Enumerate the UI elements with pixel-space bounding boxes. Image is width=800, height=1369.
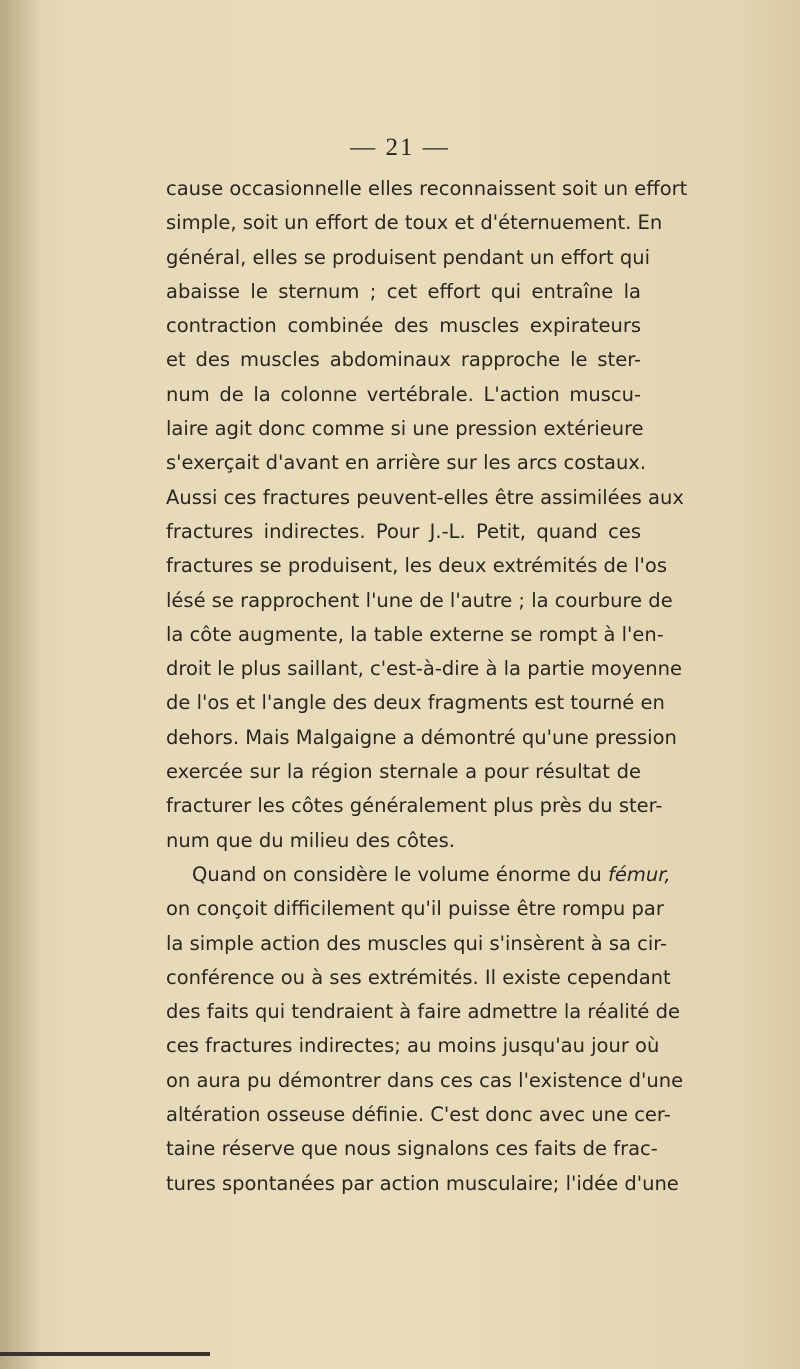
text-line: et des muscles abdominaux rapproche le ster- (166, 348, 641, 372)
text-line: fracturer les côtes généralement plus près du ster- (166, 794, 663, 818)
text-line: fractures indirectes. Pour J.-L. Petit, quand ces (166, 519, 641, 543)
text-line: simple, soit un effort de toux et d'éternuement. En (166, 211, 663, 235)
text-line: on aura pu démontrer dans ces cas l'existence d'une (166, 1068, 684, 1092)
text-line: num que du milieu des côtes. (166, 828, 455, 852)
text-line: tures spontanées par action musculaire; l'idée d'une (166, 1171, 679, 1195)
text-line: laire agit donc comme si une pression extérieure (166, 417, 644, 441)
text-span: Quand on considère le volume énorme du (192, 862, 602, 886)
page-edge-shadow (0, 0, 40, 1369)
text-line: dehors. Mais Malgaigne a démontré qu'une pression (166, 725, 677, 749)
text-line: on conçoit difficilement qu'il puisse être rompu par (166, 897, 664, 921)
text-line: contraction combinée des muscles expirateurs (166, 314, 641, 338)
bottom-edge-rule (0, 1352, 210, 1356)
text-line: Aussi ces fractures peuvent-elles être assimilées aux (166, 485, 684, 509)
paragraph-opening-line (166, 858, 671, 892)
text-line: abaisse le sternum ; cet effort qui entraîne la (166, 279, 641, 303)
text-line: lésé se rapprochent l'une de l'autre ; la courbure de (166, 588, 673, 612)
text-line: des faits qui tendraient à faire admettre la réalité de (166, 1000, 680, 1024)
text-line: altération osseuse définie. C'est donc avec une cer- (166, 1103, 671, 1127)
body-text (166, 172, 688, 1201)
page-number: — 21 — (350, 134, 450, 161)
text-line: exercée sur la région sternale a pour résultat de (166, 760, 641, 784)
text-line: la côte augmente, la table externe se rompt à l'en- (166, 622, 664, 646)
text-line: num de la colonne vertébrale. L'action muscu- (166, 382, 641, 406)
italic-term: fémur, (607, 862, 671, 886)
text-line: de l'os et l'angle des deux fragments est tourné en (166, 691, 665, 715)
text-line: la simple action des muscles qui s'insèrent à sa cir- (166, 931, 668, 955)
text-line: ces fractures indirectes; au moins jusqu'au jour où (166, 1034, 660, 1058)
text-line: cause occasionnelle elles reconnaissent soit un effort (166, 177, 688, 200)
text-line: droit le plus saillant, c'est-à-dire à la partie moyenne (166, 657, 682, 681)
text-line: conférence ou à ses extrémités. Il existe cependant (166, 965, 671, 989)
text-line: s'exerçait d'avant en arrière sur les arcs costaux. (166, 451, 647, 475)
text-line: fractures se produisent, les deux extrémités de l'os (166, 554, 667, 578)
text-line: taine réserve que nous signalons ces faits de frac- (166, 1137, 658, 1161)
text-line: général, elles se produisent pendant un effort qui (166, 245, 651, 269)
